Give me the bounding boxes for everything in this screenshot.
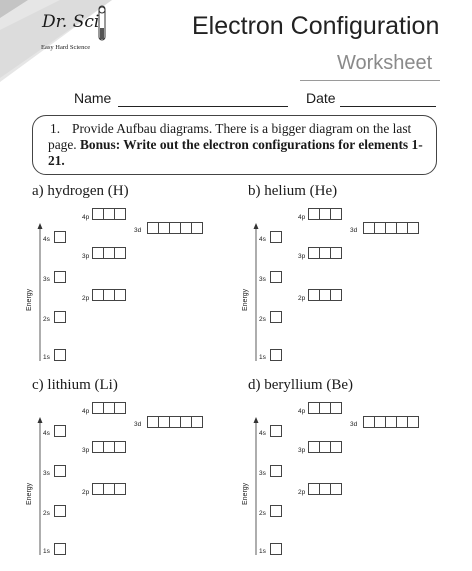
instructions-text bbox=[48, 121, 428, 169]
orbital-box-4p[interactable] bbox=[330, 208, 342, 220]
orbital-box-2s[interactable] bbox=[54, 311, 66, 323]
orbital-label-3p: 3p bbox=[82, 253, 90, 260]
orbital-box-4s[interactable] bbox=[54, 425, 66, 437]
orbital-label-3p: 3p bbox=[298, 253, 306, 260]
orbital-label-1s: 1s bbox=[259, 354, 266, 361]
orbital-box-3s[interactable] bbox=[54, 465, 66, 477]
orbital-label-1s: 1s bbox=[259, 548, 266, 555]
name-label: Name bbox=[74, 90, 112, 106]
subtitle-rule bbox=[300, 80, 440, 81]
orbital-box-2s[interactable] bbox=[54, 505, 66, 517]
orbital-box-1s[interactable] bbox=[270, 543, 282, 555]
logo-wordmark: Dr. Sci bbox=[42, 12, 100, 32]
orbital-label-2s: 2s bbox=[43, 316, 50, 323]
orbital-label-3s: 3s bbox=[43, 470, 50, 477]
orbital-box-1s[interactable] bbox=[54, 349, 66, 361]
orbital-label-2s: 2s bbox=[43, 510, 50, 517]
orbital-box-2p[interactable] bbox=[330, 289, 342, 301]
date-field[interactable] bbox=[340, 106, 436, 107]
orbital-box-3s[interactable] bbox=[270, 271, 282, 283]
orbital-box-4p[interactable] bbox=[114, 402, 126, 414]
orbital-label-3d: 3d bbox=[134, 227, 142, 234]
section-label-beryllium: d) beryllium (Be) bbox=[248, 377, 353, 393]
date-label: Date bbox=[306, 90, 336, 106]
instructions-bonus: Bonus: Write out the electron configurations for elements 1-21. bbox=[48, 137, 423, 168]
energy-axis-label: Energy bbox=[26, 482, 33, 505]
orbital-label-3p: 3p bbox=[82, 447, 90, 454]
orbital-label-4s: 4s bbox=[259, 236, 266, 243]
orbital-box-3s[interactable] bbox=[54, 271, 66, 283]
instructions-plain: Provide Aufbau diagrams. There is a bigger diagram on the last page. bbox=[48, 121, 412, 152]
orbital-box-3p[interactable] bbox=[330, 247, 342, 259]
section-label-hydrogen: a) hydrogen (H) bbox=[32, 183, 129, 199]
orbital-label-2s: 2s bbox=[259, 510, 266, 517]
orbital-label-2p: 2p bbox=[82, 489, 90, 496]
section-label-lithium: c) lithium (Li) bbox=[32, 377, 118, 393]
orbital-box-3d[interactable] bbox=[407, 222, 419, 234]
orbital-label-4p: 4p bbox=[298, 408, 306, 415]
orbital-label-3p: 3p bbox=[298, 447, 306, 454]
orbital-box-2s[interactable] bbox=[270, 505, 282, 517]
orbital-box-4s[interactable] bbox=[270, 425, 282, 437]
orbital-box-3d[interactable] bbox=[407, 416, 419, 428]
orbital-box-4s[interactable] bbox=[54, 231, 66, 243]
orbital-box-3p[interactable] bbox=[114, 247, 126, 259]
instructions-number: 1. bbox=[50, 121, 61, 136]
orbital-label-3s: 3s bbox=[43, 276, 50, 283]
orbital-label-1s: 1s bbox=[43, 548, 50, 555]
energy-axis-arrow bbox=[252, 223, 260, 363]
section-label-helium: b) helium (He) bbox=[248, 183, 338, 199]
orbital-box-3d[interactable] bbox=[191, 416, 203, 428]
orbital-label-3s: 3s bbox=[259, 276, 266, 283]
orbital-label-3s: 3s bbox=[259, 470, 266, 477]
orbital-box-3d[interactable] bbox=[191, 222, 203, 234]
orbital-label-3d: 3d bbox=[350, 421, 358, 428]
energy-axis-label: Energy bbox=[242, 482, 249, 505]
orbital-box-3s[interactable] bbox=[270, 465, 282, 477]
orbital-label-3d: 3d bbox=[350, 227, 358, 234]
orbital-box-4p[interactable] bbox=[330, 402, 342, 414]
orbital-label-4p: 4p bbox=[298, 214, 306, 221]
orbital-box-2s[interactable] bbox=[270, 311, 282, 323]
page-title: Electron Configuration bbox=[192, 12, 440, 40]
orbital-label-4s: 4s bbox=[259, 430, 266, 437]
orbital-box-4s[interactable] bbox=[270, 231, 282, 243]
orbital-label-1s: 1s bbox=[43, 354, 50, 361]
orbital-label-2p: 2p bbox=[298, 489, 306, 496]
orbital-label-2p: 2p bbox=[82, 295, 90, 302]
orbital-label-4p: 4p bbox=[82, 214, 90, 221]
orbital-box-1s[interactable] bbox=[54, 543, 66, 555]
orbital-box-2p[interactable] bbox=[114, 483, 126, 495]
page-subtitle: Worksheet bbox=[337, 52, 433, 74]
orbital-label-2p: 2p bbox=[298, 295, 306, 302]
orbital-box-1s[interactable] bbox=[270, 349, 282, 361]
energy-axis-label: Energy bbox=[242, 288, 249, 311]
orbital-label-4p: 4p bbox=[82, 408, 90, 415]
name-field[interactable] bbox=[118, 106, 288, 107]
orbital-label-2s: 2s bbox=[259, 316, 266, 323]
energy-axis-arrow bbox=[252, 417, 260, 557]
orbital-box-4p[interactable] bbox=[114, 208, 126, 220]
orbital-box-3p[interactable] bbox=[114, 441, 126, 453]
energy-axis-arrow bbox=[36, 417, 44, 557]
energy-axis-label: Energy bbox=[26, 288, 33, 311]
energy-axis-arrow bbox=[36, 223, 44, 363]
orbital-box-2p[interactable] bbox=[330, 483, 342, 495]
orbital-label-4s: 4s bbox=[43, 236, 50, 243]
logo-tagline: Easy Hard Science bbox=[41, 44, 91, 51]
orbital-box-2p[interactable] bbox=[114, 289, 126, 301]
orbital-label-3d: 3d bbox=[134, 421, 142, 428]
orbital-box-3p[interactable] bbox=[330, 441, 342, 453]
orbital-label-4s: 4s bbox=[43, 430, 50, 437]
